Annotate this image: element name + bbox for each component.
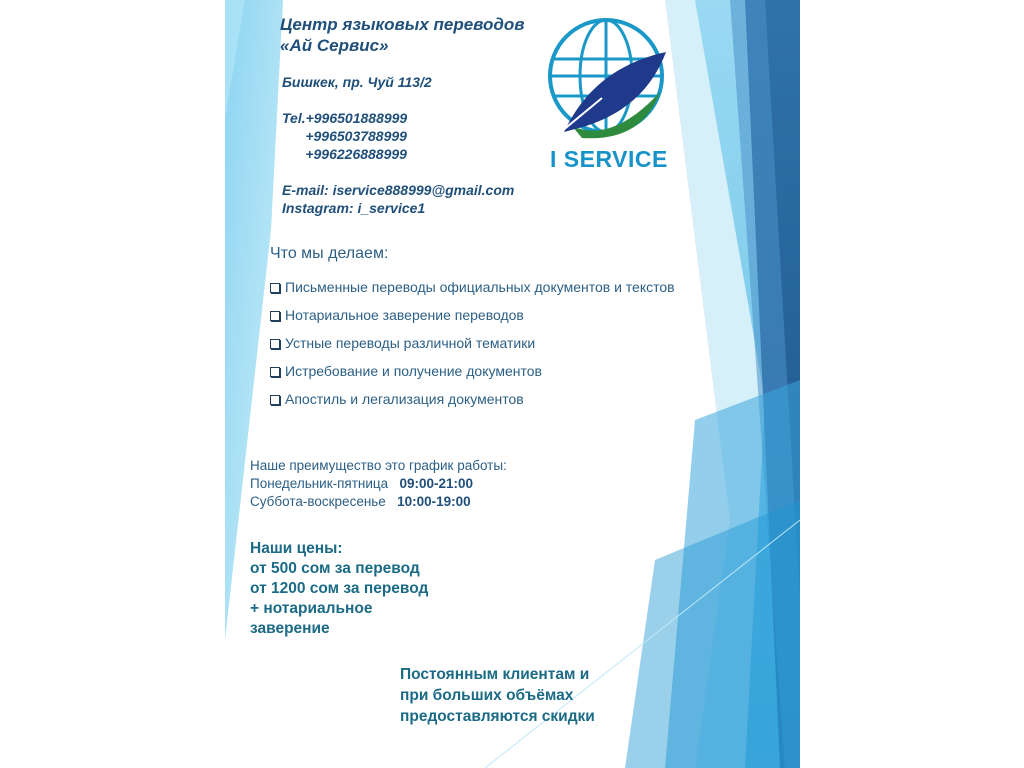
list-item: Истребование и получение документов [270, 362, 675, 381]
phone-list [282, 109, 407, 163]
price-line: от 1200 сом за перевод [250, 580, 429, 597]
flyer [225, 0, 800, 768]
schedule-weekdays: Понедельник-пятница 09:00-21:00 [250, 476, 473, 491]
checkbox-icon [270, 395, 280, 405]
online-contacts [282, 181, 514, 217]
phone-1: Tel.+996501888999 [282, 110, 408, 126]
address: Бишкек, пр. Чуй 113/2 [282, 74, 432, 90]
logo-text: I SERVICE [550, 146, 668, 172]
list-item: Письменные переводы официальных документов и текстов [270, 278, 675, 297]
list-item: Нотариальное заверение переводов [270, 306, 675, 325]
work-schedule [250, 457, 507, 511]
price-line: от 500 сом за перевод [250, 560, 420, 577]
list-item: Устные переводы различной тематики [270, 334, 675, 353]
schedule-title: Наше преимущество это график работы: [250, 458, 507, 473]
checkbox-icon [270, 283, 280, 293]
email: E-mail: iservice888999@gmail.com [282, 182, 515, 198]
prices [250, 539, 428, 639]
phone-3: +996226888999 [282, 146, 407, 162]
price-line: заверение [250, 620, 330, 637]
services-title: Что мы делаем: [270, 245, 389, 262]
list-item: Апостиль и легализация документов [270, 390, 675, 409]
company-title: Центр языковых переводов «Ай Сервис» [280, 15, 525, 55]
phone-2: +996503788999 [282, 128, 407, 144]
price-line: + нотариальное [250, 600, 373, 617]
instagram: Instagram: i_service1 [282, 200, 426, 216]
schedule-weekend: Суббота-воскресенье 10:00-19:00 [250, 494, 471, 509]
discount-note: Постоянным клиентам и при больших объёмах предоставляются скидки [400, 666, 595, 725]
prices-title: Наши цены: [250, 540, 343, 557]
checkbox-icon [270, 311, 280, 321]
checkbox-icon [270, 339, 280, 349]
services-list [270, 278, 675, 418]
checkbox-icon [270, 367, 280, 377]
